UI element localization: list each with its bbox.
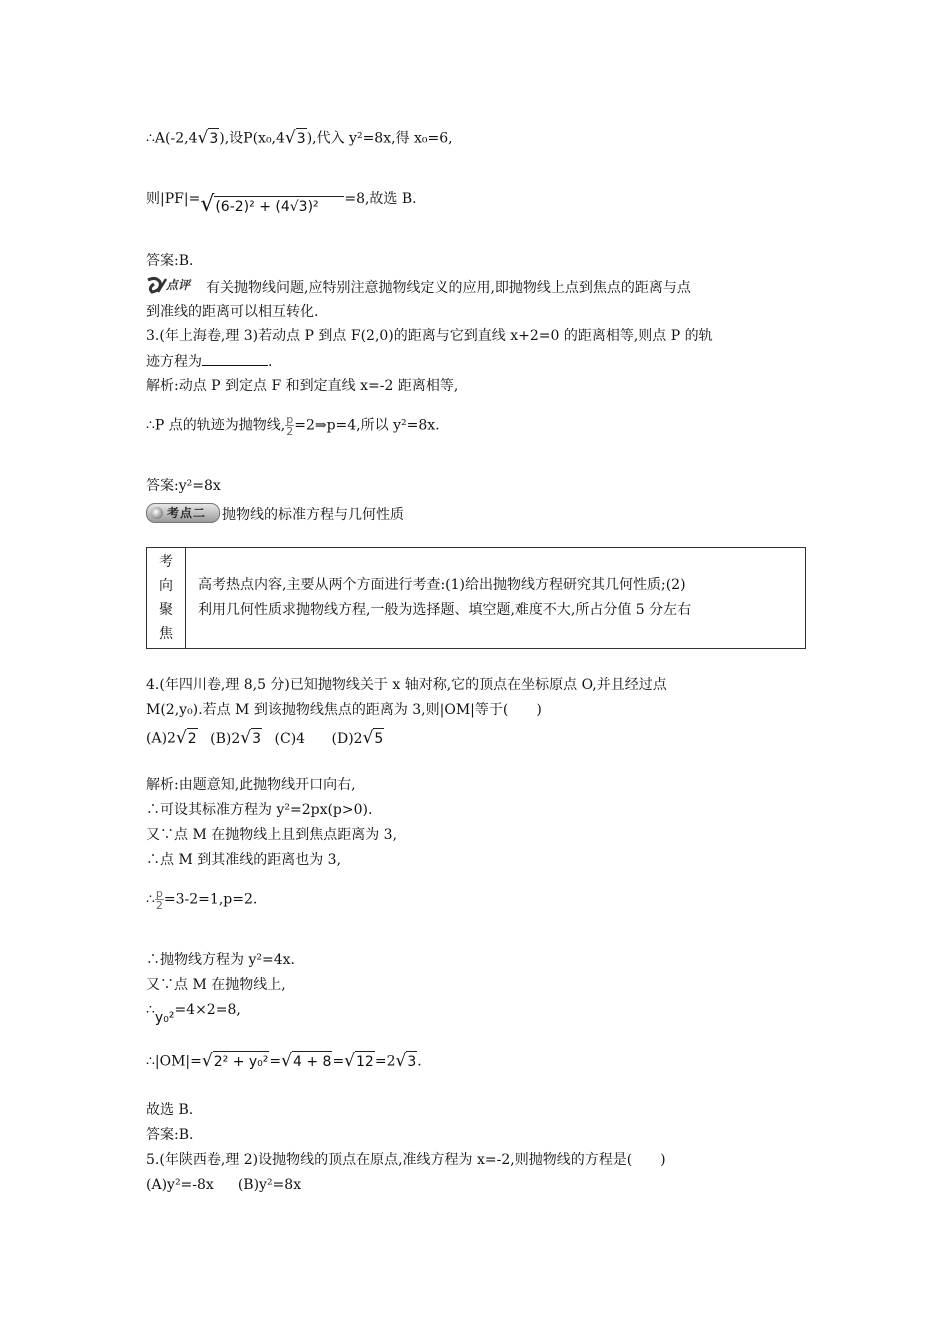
sqrt-3: √3 — [197, 128, 219, 148]
solution-4-step-8: ∴y₀²=4×2=8, — [146, 1002, 241, 1026]
solution-4-step-3: 又∵点 M 在抛物线上且到焦点距离为 3, — [146, 827, 398, 843]
answer-4: 答案:B. — [146, 1127, 194, 1143]
sqrt-4-plus-8: √4 + 8 — [281, 1051, 332, 1071]
sqrt-3: √3 — [395, 1051, 417, 1071]
focus-label: 考 向 聚 焦 — [147, 548, 186, 649]
question-4-line-2: M(2,y₀).若点 M 到该抛物线焦点的距离为 3,则|OM|等于( ) — [146, 702, 542, 718]
question-4-options: (A)2√2 (B)2√3 (C)4 (D)2√5 — [146, 728, 384, 748]
solution-line-coords: ∴A(-2,4√3),设P(x₀,4√3),代入 y²=8x,得 x₀=6, — [146, 128, 453, 148]
fraction-p-over-2: $\frac{p}{2}$ — [155, 887, 163, 912]
focus-table — [146, 547, 806, 649]
sqrt-pf: √(6-2)² + (4√3)² — [200, 195, 344, 217]
bullet-icon — [151, 507, 163, 519]
solution-line-pf: 则|PF|=√(6-2)² + (4√3)² =8,故选 B. — [146, 191, 417, 217]
comment-line-2: 到准线的距离可以相互转化. — [146, 304, 319, 320]
answer-blank — [202, 351, 268, 366]
solution-4-step-9: ∴|OM|=√2² + y₀²=√4 + 8=√12=2√3. — [146, 1051, 422, 1071]
answer-1: 答案:B. — [146, 253, 194, 269]
sqrt-3: √3 — [284, 128, 306, 148]
y0-squared: y₀² — [154, 1010, 175, 1026]
solution-4-step-4: ∴点 M 到其准线的距离也为 3, — [146, 852, 342, 868]
question-5-line-1: 5.(年陕西卷,理 2)设抛物线的顶点在原点,准线方程为 x=-2,则抛物线的方程是( ) — [146, 1152, 666, 1168]
sqrt-5: √5 — [362, 728, 384, 748]
solution-4-step-7: 又∵点 M 在抛物线上, — [146, 977, 286, 993]
topic-badge: 考点二 — [146, 503, 220, 523]
sqrt-2: √2 — [175, 728, 197, 748]
solution-3-line-1: 解析:动点 P 到定点 F 和到定直线 x=-2 距离相等, — [146, 378, 459, 394]
focus-content: 高考热点内容,主要从两个方面进行考查:(1)给出抛物线方程研究其几何性质;(2) 利用几何性质求抛物线方程,一般为选择题、填空题,难度不大,所占分值 5 分左右 — [186, 548, 806, 649]
sqrt-3: √3 — [240, 728, 262, 748]
solution-4-step-6: ∴抛物线方程为 y²=4x. — [146, 952, 295, 968]
question-5-options: (A)y²=-8x (B)y²=8x — [146, 1177, 302, 1193]
question-3-line-2: 迹方程为 . — [146, 351, 272, 372]
comment-badge: 点评 — [146, 276, 198, 296]
solution-3-line-2: ∴P 点的轨迹为抛物线, $\frac{p}{2}$ =2⇒p=4,所以 y²=8x. — [146, 413, 440, 438]
solution-4-step-5: ∴ $\frac{p}{2}$ =3-2=1,p=2. — [146, 887, 258, 912]
topic-title: 抛物线的标准方程与几何性质 — [222, 507, 404, 523]
sqrt-om: √2² + y₀² — [201, 1051, 269, 1071]
fraction-p-over-2: $\frac{p}{2}$ — [286, 413, 294, 438]
solution-4-step-2: ∴可设其标准方程为 y²=2px(p>0). — [146, 802, 373, 818]
solution-4-step-1: 解析:由题意知,此抛物线开口向右, — [146, 777, 356, 793]
comment-line-1: 有关抛物线问题,应特别注意抛物线定义的应用,即抛物线上点到焦点的距离与点 — [206, 280, 691, 296]
solution-4-step-10: 故选 B. — [146, 1102, 194, 1118]
question-4-line-1: 4.(年四川卷,理 8,5 分)已知抛物线关于 x 轴对称,它的顶点在坐标原点 O,并且经过点 — [146, 677, 667, 693]
answer-3: 答案:y²=8x — [146, 478, 221, 494]
sqrt-12: √12 — [344, 1051, 374, 1071]
question-3-line-1: 3.(年上海卷,理 3)若动点 P 到点 F(2,0)的距离与它到直线 x+2=0 的距离相等,则点 P 的轨 — [146, 328, 713, 344]
